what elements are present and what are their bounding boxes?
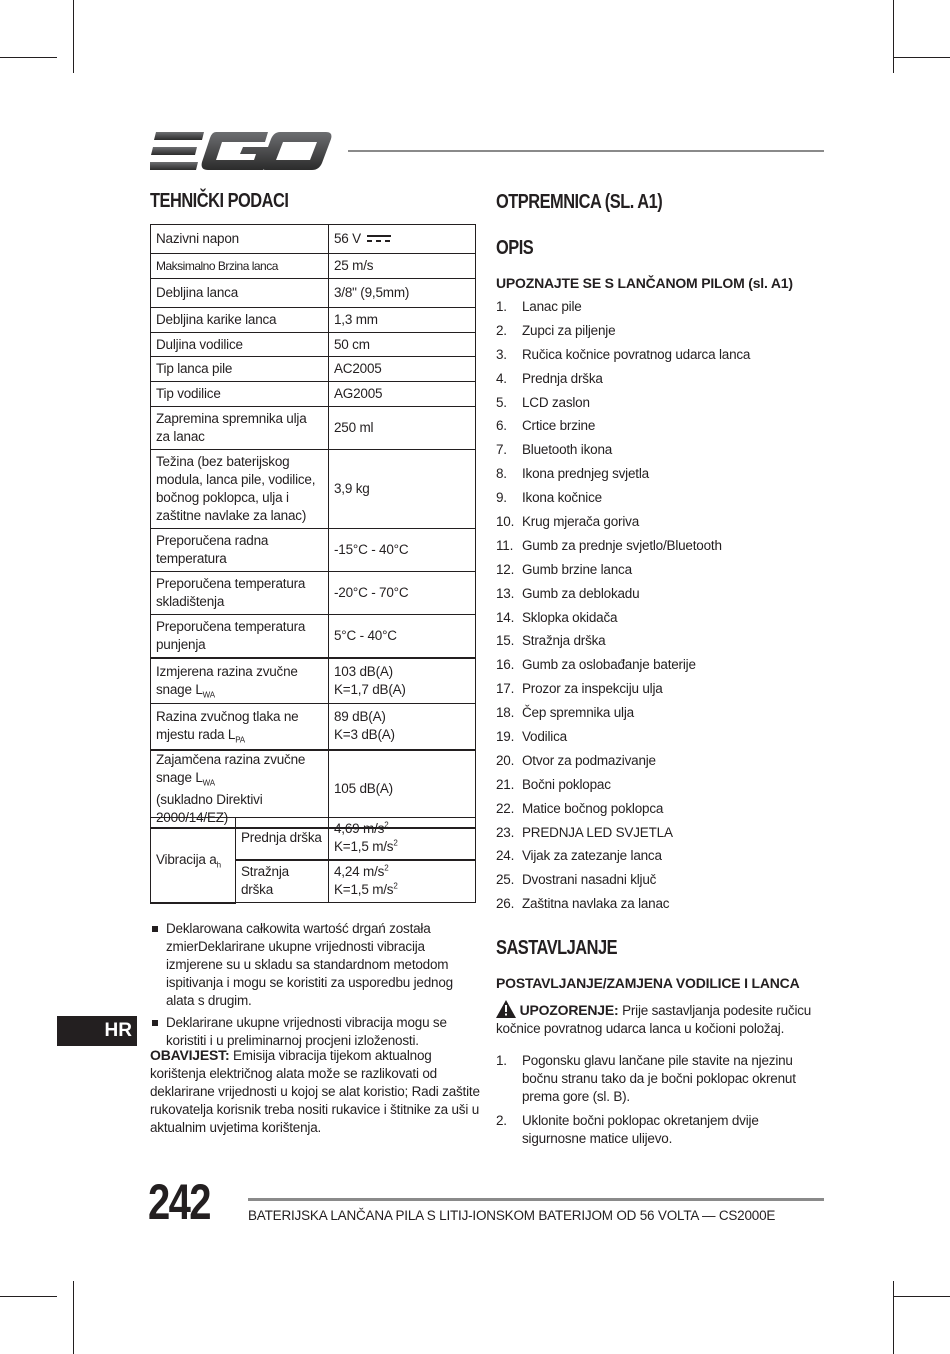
spec-label: Tip vodilice [151,382,329,407]
table-row [151,615,476,658]
table-row [151,704,476,750]
table-row [151,333,476,357]
list-item: 12. Gumb brzine lanca [496,561,632,577]
heading-shipment: OTPREMNICA (SL. A1) [496,191,663,213]
list-item: Deklarirane ukupne vrijednosti vibracija mogu se koristiti i u preliminarnoj procjeni izloženosti. [150,1014,480,1050]
spec-label: Tip lanca pile [151,357,329,382]
spec-label: Duljina vodilice [151,333,329,357]
spec-value: 56 V [329,225,476,254]
list-item: 19. Vodilica [496,729,567,745]
crop-mark [893,1296,950,1297]
table-row [151,407,476,450]
spec-value: 89 dB(A) K=3 dB(A) [329,704,476,750]
table-row [151,572,476,615]
spec-label: Težina (bez baterijskog modula, lanca pile, vodilice, bočnog poklopca, ulja i zaštitne navlake za lanac) [151,450,329,529]
crop-mark [0,57,57,58]
list-item: 1. Lanac pile [496,299,582,314]
spec-label: Preporučena temperatura skladištenja [151,572,329,615]
spec-label: Zajamčena razina zvučne snage $L_{WA}$ (sukladno Direktivi 2000/14/EZ) [151,750,329,828]
heading-technical-data: TEHNIČKI PODACI [150,190,289,212]
warning-icon [496,1000,516,1018]
vibration-rear-label: Stražnja drška [236,860,329,903]
assembly-steps [496,1052,826,1154]
spec-value: 105 dB(A) [329,750,476,828]
list-item: 23. PREDNJA LED SVJETLA [496,824,673,840]
list-item: 7. Bluetooth ikona [496,442,613,458]
crop-mark [893,57,950,58]
crop-mark [893,1281,894,1354]
vibration-front-value: 4,69 $m/s^2$ K=1,5 $m/s^2$ [329,818,476,860]
spec-value: 103 dB(A) K=1,7 dB(A) [329,658,476,704]
subheading-guide-chain: POSTAVLJANJE/ZAMJENA VODILICE I LANCA [496,975,800,991]
crop-mark [73,0,74,73]
list-item: 16. Gumb za oslobađanje baterije [496,657,696,673]
list-item: 14. Sklopka okidača [496,609,618,625]
dc-symbol-icon [367,234,391,244]
list-item: 17. Prozor za inspekciju ulja [496,681,663,697]
parts-list [496,298,826,919]
ego-logo [150,130,332,172]
table-row [151,529,476,572]
vibration-label: Vibracija $a_h$ [151,818,236,903]
spec-label: Razina zvučnog tlaka ne mjestu rada $L_{PA}$ [151,704,329,750]
vibration-rear-value: 4,24 $m/s^2$ K=1,5 $m/s^2$ [329,860,476,903]
list-item: 3. Ručica kočnice povratnog udarca lanca [496,346,751,362]
notice-text: Emisija vibracija tijekom aktualnog korištenja električnog alata može se razlikovati od deklarirane vrijednosti u kojoj se alat koristio; Radi zaštite rukovatelja korisnik treba nositi rukavice i štitnike za uši u aktualnim uvjetima korištenja. [150,1048,480,1135]
footer-title: BATERIJSKA LANČANA PILA S LITIJ-IONSKOM BATERIJOM OD 56 VOLTA — CS2000E [248,1208,776,1223]
list-item: 9. Ikona kočnice [496,490,602,506]
table-row [151,357,476,382]
spec-value: AG2005 [329,382,476,407]
list-item: 21. Bočni poklopac [496,776,611,792]
spec-label: Maksimalno Brzina lanca [151,254,329,279]
spec-label: Zapremina spremnika ulja za lanac [151,407,329,450]
table-row [151,818,476,860]
bullet-icon [152,1020,158,1026]
spec-label: Debljina karike lanca [151,308,329,333]
list-item: Deklarowana całkowita wartość drgań została zmierDeklarirane ukupne vrijednosti vibracija izmjerene su u skladu sa standardnom metodom ispitivanja i mogu se koristiti za usporedbu jednog alata s drugim. [150,920,480,1010]
spec-label: Preporučena temperatura punjenja [151,615,329,658]
table-row [151,450,476,529]
spec-value: 3,9 kg [329,450,476,529]
language-tab: HR [57,1016,137,1046]
spec-value: 50 cm [329,333,476,357]
crop-mark [73,1281,74,1354]
page-number: 242 [148,1174,210,1230]
spec-value: 25 m/s [329,254,476,279]
heading-description: OPIS [496,237,534,259]
spec-table [150,224,476,829]
spec-value: -20°C - 70°C [329,572,476,615]
spec-label: Debljina lanca [151,279,329,308]
list-item: 1. Pogonsku glavu lančane pile stavite na njezinu bočnu stranu tako da je bočni poklopac okrenut prema gore (sl. B). [496,1053,796,1104]
list-item: 24. Vijak za zatezanje lanca [496,848,662,864]
list-item: 26. Zaštitna navlaka za lanac [496,896,670,912]
crop-mark [0,1296,57,1297]
vibration-table [150,817,476,904]
list-item: 25. Dvostrani nasadni ključ [496,872,657,888]
header-rule [348,150,824,152]
spec-value: 1,3 mm [329,308,476,333]
subheading-get-to-know: UPOZNAJTE SE S LANČANOM PILOM (sl. A1) [496,275,793,291]
list-item: 13. Gumb za deblokadu [496,585,640,601]
list-item: 20. Otvor za podmazivanje [496,752,656,768]
spec-label: Nazivni napon [151,225,329,254]
table-row [151,382,476,407]
vibration-front-label: Prednja drška [236,818,329,860]
table-row [151,750,476,828]
list-item: 22. Matice bočnog poklopca [496,800,664,816]
list-item: 4. Prednja drška [496,370,603,386]
table-row [151,279,476,308]
warning-text: Prije sastavljanja podesite ručicu kočnice povratnog udarca lanca u kočioni položaj. [496,1003,812,1036]
spec-value: 3/8" (9,5mm) [329,279,476,308]
footer-rule [248,1198,824,1201]
warning-label: UPOZORENJE: [519,1002,619,1018]
list-item: 10. Krug mjerača goriva [496,514,640,530]
table-row [151,658,476,704]
spec-value: 5°C - 40°C [329,615,476,658]
bullet-icon [152,926,158,932]
notice-paragraph [150,1046,480,1137]
list-item: 2. Zupci za piljenje [496,322,616,338]
list-item: 11. Gumb za prednje svjetlo/Bluetooth [496,537,722,553]
list-item: 5. LCD zaslon [496,394,590,410]
list-item: 8. Ikona prednjeg svjetla [496,466,649,482]
spec-value: -15°C - 40°C [329,529,476,572]
table-row [151,254,476,279]
list-item: 15. Stražnja drška [496,633,606,649]
spec-value: AC2005 [329,357,476,382]
table-row [151,225,476,254]
warning-paragraph [496,1000,826,1038]
notice-label: OBAVIJEST: [150,1047,230,1063]
list-item: 6. Crtice brzine [496,418,596,434]
heading-assembly: SASTAVLJANJE [496,937,618,959]
spec-value: 250 ml [329,407,476,450]
crop-mark [893,0,894,73]
list-item: 2. Uklonite bočni poklopac okretanjem dvije sigurnosne matice ulijevo. [496,1113,759,1146]
list-item: 18. Čep spremnika ulja [496,705,634,721]
vibration-notes [150,920,480,1054]
spec-label: Izmjerena razina zvučne snage $L_{WA}$ [151,658,329,704]
spec-label: Preporučena radna temperatura [151,529,329,572]
table-row [151,308,476,333]
